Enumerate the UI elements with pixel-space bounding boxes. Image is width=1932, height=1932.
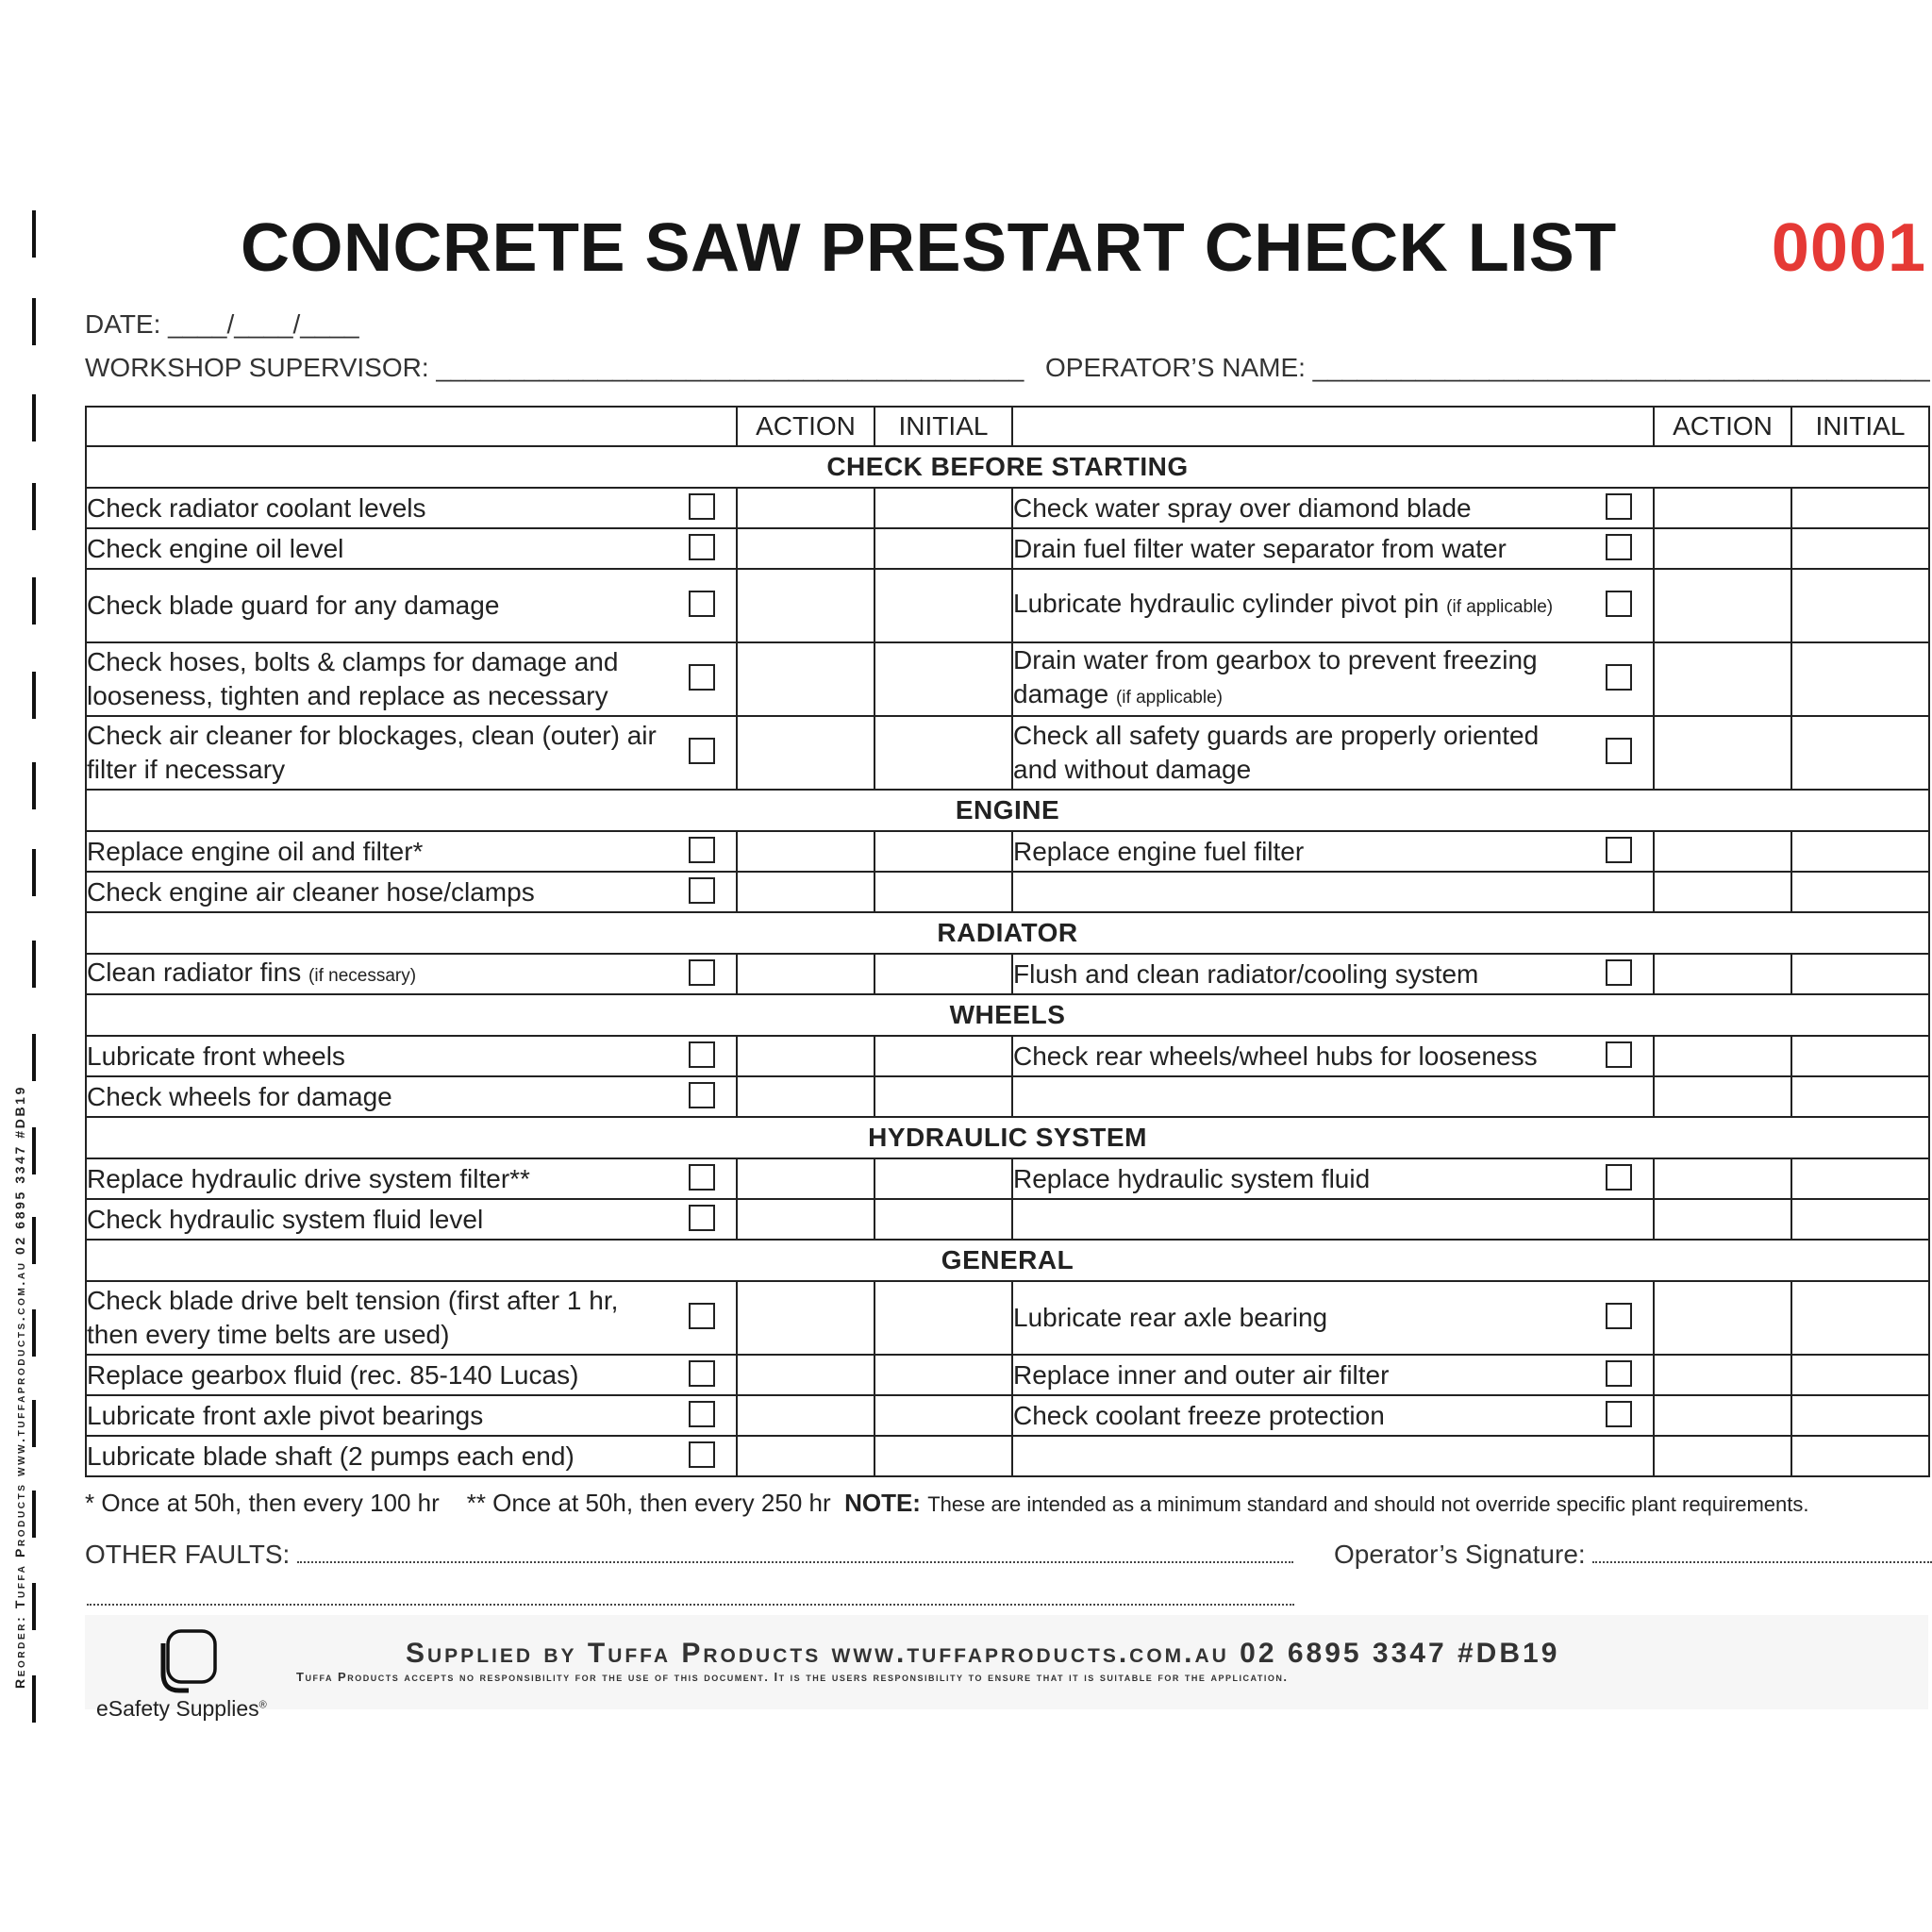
checklist-item-label: Lubricate hydraulic cylinder pivot pin [1013,589,1440,618]
checkbox[interactable] [689,1164,715,1191]
checklist-table [85,406,1930,1477]
checklist-item [1012,1395,1654,1436]
initial-cell[interactable] [1791,954,1929,994]
column-header-initial: INITIAL [874,407,1012,446]
registered-mark: ® [258,1699,267,1711]
action-cell[interactable] [737,1158,874,1199]
checklist-item [1012,528,1654,569]
section-title: GENERAL [86,1240,1929,1281]
checklist-item-label: Clean radiator fins [87,957,302,987]
initial-cell[interactable] [1791,1355,1929,1395]
initial-cell[interactable] [874,872,1012,912]
checklist-row [86,954,1929,994]
checklist-row [86,1355,1929,1395]
checklist-row [86,569,1929,642]
initial-cell[interactable] [874,1281,1012,1355]
initial-cell[interactable] [1791,872,1929,912]
perforation-mark [32,1491,36,1538]
checklist-row [86,528,1929,569]
section-header-row [86,994,1929,1036]
checklist-item-text [1013,532,1653,566]
checklist-row [86,1076,1929,1117]
action-cell[interactable] [737,569,874,642]
perforation-mark [32,941,36,988]
checklist-item-label: Check wheels for damage [87,1081,392,1111]
checkbox[interactable] [689,1401,715,1427]
perforation-mark [32,210,36,258]
initial-cell[interactable] [874,954,1012,994]
initial-cell[interactable] [874,1355,1012,1395]
reorder-side-text: Reorder: Tuffa Products www.tuffaproducts.com.au 02 6895 3347 #DB19 [12,1085,27,1689]
other-faults-label: OTHER FAULTS: [85,1540,291,1569]
checklist-item [86,831,737,872]
initial-cell[interactable] [874,716,1012,790]
initial-cell[interactable] [874,1158,1012,1199]
checklist-item-label: Check air cleaner for blockages, clean (outer) air filter if necessary [87,721,657,784]
checklist-item [1012,1036,1654,1076]
action-cell[interactable] [1654,1158,1791,1199]
checkbox[interactable] [689,1205,715,1231]
checklist-item-label: Lubricate front axle pivot bearings [87,1400,484,1430]
checklist-item-label: Replace hydraulic system fluid [1013,1163,1371,1193]
checklist-row [86,1199,1929,1240]
action-cell[interactable] [737,1281,874,1355]
checklist-item [86,1158,737,1199]
checklist-item-text [1013,835,1653,869]
checklist-item-text [87,1440,736,1474]
checklist-item-text [1013,643,1653,715]
checklist-item-text [87,1399,736,1433]
action-cell[interactable] [1654,569,1791,642]
checklist-item-label: Check engine oil level [87,533,344,563]
footnote-single-star: * Once at 50h, then every 100 hr [85,1489,440,1517]
checklist-body [86,407,1929,1476]
action-cell[interactable] [1654,1355,1791,1395]
action-cell[interactable] [1654,872,1791,912]
action-cell[interactable] [1654,488,1791,528]
section-header-row [86,446,1929,488]
checklist-item-text [1013,491,1653,525]
empty-item-cell [1012,872,1654,912]
checklist-item [86,1076,737,1117]
checklist-item-text [87,719,736,787]
action-cell[interactable] [737,642,874,716]
empty-item-cell [1012,1436,1654,1476]
checkbox[interactable] [689,1303,715,1329]
checklist-item-label: Check hydraulic system fluid level [87,1204,484,1234]
checklist-item [86,716,737,790]
initial-cell[interactable] [1791,642,1929,716]
initial-cell[interactable] [1791,1199,1929,1240]
checklist-item-label: Check rear wheels/wheel hubs for looseness [1013,1041,1538,1071]
empty-item-cell [1012,1199,1654,1240]
checklist-item-label: Check blade guard for any damage [87,591,500,620]
checklist-item-label: Check water spray over diamond blade [1013,492,1472,523]
operator-signature-field[interactable] [1334,1540,1932,1570]
perforation-mark [32,298,36,345]
checklist-item-text [1013,1040,1653,1074]
action-cell[interactable] [1654,1036,1791,1076]
esafety-logo-icon [160,1628,219,1701]
checklist-item [86,569,737,642]
checklist-item [86,872,737,912]
checklist-item-label: Check hoses, bolts & clamps for damage and looseness, tighten and replace as necessary [87,647,619,710]
checklist-item-note: (if applicable) [1115,688,1223,708]
checklist-row [86,872,1929,912]
operator-name-field[interactable]: OPERATOR’S NAME: __________________________________________ [1045,353,1930,382]
action-cell[interactable] [737,872,874,912]
perforation-mark [32,1400,36,1447]
checklist-item-label: Flush and clean radiator/cooling system [1013,958,1479,989]
checklist-item-label: Check engine air cleaner hose/clamps [87,876,535,907]
checklist-item-note: (if necessary) [308,965,417,986]
initial-cell[interactable] [874,1199,1012,1240]
initial-cell[interactable] [874,1076,1012,1117]
checklist-item-label: Check coolant freeze protection [1013,1400,1385,1430]
checklist-item [86,642,737,716]
action-cell[interactable] [1654,528,1791,569]
initial-cell[interactable] [874,1036,1012,1076]
checkbox[interactable] [689,837,715,863]
disclaimer-line: Tuffa Products accepts no responsibility for the use of this document. It is the users responsibility to ensure that it is suitable for the application. [296,1670,1289,1684]
checkbox[interactable] [689,1441,715,1468]
checklist-row [86,831,1929,872]
checklist-item-label: Replace inner and outer air filter [1013,1359,1390,1390]
checkbox[interactable] [1606,493,1632,520]
action-cell[interactable] [737,1355,874,1395]
section-header-row [86,1240,1929,1281]
checklist-item [86,954,737,994]
action-cell[interactable] [737,1436,874,1476]
perforation-mark [32,1583,36,1630]
initial-cell[interactable] [1791,1036,1929,1076]
checkbox[interactable] [689,1082,715,1108]
document-title: CONCRETE SAW PRESTART CHECK LIST [241,210,1617,286]
action-cell[interactable] [1654,716,1791,790]
checklist-item-text [1013,1399,1653,1433]
checklist-item [1012,954,1654,994]
action-cell[interactable] [1654,1436,1791,1476]
column-header-action: ACTION [1654,407,1791,446]
action-cell[interactable] [737,1395,874,1436]
action-cell[interactable] [737,488,874,528]
section-header-row [86,790,1929,831]
perforation-mark [32,849,36,896]
checklist-item-text [1013,1358,1653,1392]
checklist-item-label: Drain fuel filter water separator from water [1013,533,1507,563]
checklist-item-text [87,1203,736,1237]
checkbox[interactable] [689,1041,715,1068]
checklist-item-text [87,532,736,566]
action-cell[interactable] [1654,954,1791,994]
checklist-item-label: Drain water from gearbox to prevent freezing damage [1013,645,1538,708]
checkbox[interactable] [689,664,715,691]
action-cell[interactable] [1654,1395,1791,1436]
checkbox[interactable] [1606,534,1632,560]
perforation-mark [32,483,36,530]
section-title: HYDRAULIC SYSTEM [86,1117,1929,1158]
checkbox[interactable] [689,493,715,520]
checklist-item-text [87,956,736,993]
section-title: ENGINE [86,790,1929,831]
checkbox[interactable] [689,591,715,617]
action-cell[interactable] [737,716,874,790]
checklist-item-text [1013,587,1653,625]
checklist-row [86,1036,1929,1076]
perforation-mark [32,762,36,809]
column-header-row [86,407,1929,446]
perforation-mark [32,394,36,441]
checklist-item [1012,831,1654,872]
checklist-item [1012,569,1654,642]
initial-cell[interactable] [874,642,1012,716]
section-title: RADIATOR [86,912,1929,954]
checklist-item-label: Check all safety guards are properly oriented and without damage [1013,721,1540,784]
initial-cell[interactable] [1791,1158,1929,1199]
column-header-blank [86,407,737,446]
footnotes [85,1489,1809,1518]
checklist-item-text [1013,1162,1653,1196]
perforation-mark [32,1217,36,1264]
checklist-item-text [87,1162,736,1196]
action-cell[interactable] [1654,831,1791,872]
checklist-item-text [87,1040,736,1074]
workshop-supervisor-field[interactable]: WORKSHOP SUPERVISOR: ________________________________________ [85,353,1024,382]
column-header-initial: INITIAL [1791,407,1929,446]
action-cell[interactable] [1654,1199,1791,1240]
checklist-item [86,1395,737,1436]
action-cell[interactable] [1654,642,1791,716]
checklist-item-text [87,491,736,525]
checklist-item [1012,642,1654,716]
supplied-by-line: Supplied by Tuffa Products www.tuffaproducts.com.au 02 6895 3347 #DB19 [406,1638,1560,1669]
checklist-item-label: Replace hydraulic drive system filter** [87,1163,530,1193]
initial-cell[interactable] [874,831,1012,872]
checklist-item [86,528,737,569]
initial-cell[interactable] [874,528,1012,569]
initial-cell[interactable] [1791,488,1929,528]
action-cell[interactable] [1654,1281,1791,1355]
checkbox[interactable] [689,959,715,986]
checklist-item [86,1036,737,1076]
checkbox[interactable] [689,738,715,764]
checkbox[interactable] [1606,738,1632,764]
action-cell[interactable] [737,954,874,994]
section-title: CHECK BEFORE STARTING [86,446,1929,488]
checklist-item-text [87,835,736,869]
column-header-action: ACTION [737,407,874,446]
checklist-item-text [87,1284,736,1352]
action-cell[interactable] [737,831,874,872]
checkbox[interactable] [1606,591,1632,617]
checklist-item [86,1199,737,1240]
checkbox[interactable] [1606,1041,1632,1068]
other-faults-second-line[interactable] [87,1604,1294,1606]
checklist-item-text [87,645,736,713]
section-header-row [86,912,1929,954]
action-cell[interactable] [737,528,874,569]
esafety-logo-text [96,1696,267,1722]
checklist-item-text [87,589,736,623]
checklist-item [1012,1158,1654,1199]
checklist-item [86,1281,737,1355]
initial-cell[interactable] [1791,528,1929,569]
checklist-item-label: Replace gearbox fluid (rec. 85-140 Lucas) [87,1359,579,1390]
other-faults-field[interactable] [85,1540,1293,1570]
initial-cell[interactable] [1791,716,1929,790]
checklist-item-label: Lubricate front wheels [87,1041,345,1071]
other-faults-dotted-line[interactable] [297,1542,1293,1563]
checkbox[interactable] [1606,837,1632,863]
note-text: These are intended as a minimum standard and should not override specific plant requirements. [927,1492,1809,1516]
checkbox[interactable] [689,877,715,904]
serial-number: 0001 [1771,210,1926,286]
checkbox[interactable] [1606,1303,1632,1329]
checklist-item [1012,716,1654,790]
initial-cell[interactable] [1791,831,1929,872]
checklist-item-label: Lubricate rear axle bearing [1013,1303,1328,1332]
perforation-mark [32,672,36,719]
initial-cell[interactable] [1791,1076,1929,1117]
checkbox[interactable] [1606,1360,1632,1387]
action-cell[interactable] [1654,1076,1791,1117]
checklist-item-note: (if applicable) [1446,597,1554,617]
logo-name: eSafety Supplies [96,1696,259,1721]
checkbox[interactable] [1606,1164,1632,1191]
perforation-mark [32,1127,36,1174]
perforation-mark [32,1675,36,1723]
checkbox[interactable] [1606,1401,1632,1427]
checklist-item [1012,488,1654,528]
footnote-double-star: ** Once at 50h, then every 250 hr [466,1489,831,1517]
checklist-row [86,1395,1929,1436]
checklist-item-text [87,875,736,909]
checklist-row [86,1436,1929,1476]
checklist-item-text [1013,719,1653,787]
checklist-item [1012,1355,1654,1395]
perforation-mark [32,577,36,625]
checklist-item [86,488,737,528]
note-label: NOTE: [844,1489,921,1517]
column-header-blank [1012,407,1654,446]
initial-cell[interactable] [874,1436,1012,1476]
section-header-row [86,1117,1929,1158]
initial-cell[interactable] [874,569,1012,642]
checkbox[interactable] [689,534,715,560]
checklist-item-label: Replace engine fuel filter [1013,836,1305,866]
checklist-row [86,642,1929,716]
checklist-item-text [1013,958,1653,991]
checkbox[interactable] [1606,959,1632,986]
checklist-item-label: Replace engine oil and filter* [87,836,424,866]
checklist-item [86,1436,737,1476]
checklist-item-label: Check blade drive belt tension (first after 1 hr, then every time belts are used) [87,1286,619,1349]
initial-cell[interactable] [874,1395,1012,1436]
empty-item-cell [1012,1076,1654,1117]
action-cell[interactable] [737,1036,874,1076]
perforation-mark [32,1034,36,1081]
action-cell[interactable] [737,1199,874,1240]
action-cell[interactable] [737,1076,874,1117]
initial-cell[interactable] [1791,569,1929,642]
checklist-item-text [87,1080,736,1114]
initial-cell[interactable] [1791,1281,1929,1355]
initial-cell[interactable] [1791,1395,1929,1436]
perforation-mark [32,1309,36,1357]
checklist-item [86,1355,737,1395]
checklist-row [86,488,1929,528]
checkbox[interactable] [1606,664,1632,691]
section-title: WHEELS [86,994,1929,1036]
checklist-row [86,1281,1929,1355]
date-field[interactable]: DATE: ____/____/____ [85,309,359,339]
checklist-row [86,1158,1929,1199]
checklist-item-label: Check radiator coolant levels [87,492,426,523]
operator-signature-label: Operator’s Signature: [1334,1540,1586,1569]
checkbox[interactable] [689,1360,715,1387]
checklist-item-text [1013,1301,1653,1335]
checklist-item-text [87,1358,736,1392]
checklist-item-label: Lubricate blade shaft (2 pumps each end) [87,1441,575,1471]
checklist-row [86,716,1929,790]
initial-cell[interactable] [1791,1436,1929,1476]
checklist-item [1012,1281,1654,1355]
initial-cell[interactable] [874,488,1012,528]
operator-signature-dotted-line[interactable] [1592,1542,1932,1563]
